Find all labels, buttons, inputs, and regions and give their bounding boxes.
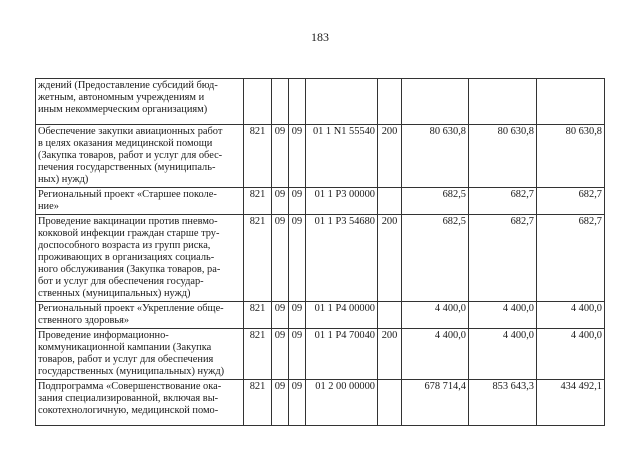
cell-amount-year3: 4 400,0 [537, 329, 605, 380]
cell-amount-year1: 4 400,0 [402, 302, 469, 329]
cell-amount-year2 [469, 79, 537, 125]
cell-amount-year3: 434 492,1 [537, 380, 605, 426]
cell-amount-year2: 4 400,0 [469, 302, 537, 329]
table-row [36, 125, 605, 188]
cell-amount-year1: 682,5 [402, 215, 469, 302]
cell-target-article: 01 1 P4 00000 [306, 302, 378, 329]
table-row [36, 215, 605, 302]
cell-ministry-code: 821 [244, 215, 272, 302]
cell-ministry-code: 821 [244, 188, 272, 215]
cell-ministry-code: 821 [244, 380, 272, 426]
cell-section: 09 [272, 125, 289, 188]
cell-section: 09 [272, 329, 289, 380]
table-row [36, 79, 605, 125]
cell-description: Региональный проект «Старшее поколе- ние» [36, 188, 244, 215]
cell-expense-type: 200 [378, 329, 402, 380]
cell-expense-type [378, 302, 402, 329]
cell-description: Обеспечение закупки авиационных работ в целях оказания медицинской помощи (Закупка товаров, работ и услуг для обес- печения государственных (муниципаль- ных) нужд) [36, 125, 244, 188]
table-row [36, 302, 605, 329]
cell-section: 09 [272, 302, 289, 329]
cell-amount-year2: 4 400,0 [469, 329, 537, 380]
table-row [36, 329, 605, 380]
page-number: 183 [311, 30, 329, 44]
budget-table [35, 78, 605, 426]
cell-section: 09 [272, 215, 289, 302]
table-body [36, 79, 605, 426]
cell-amount-year3: 4 400,0 [537, 302, 605, 329]
cell-section [272, 79, 289, 125]
cell-description: ждений (Предоставление субсидий бюд- жетным, автономным учреждениям и иным некоммерческим организациям) [36, 79, 244, 125]
cell-section: 09 [272, 188, 289, 215]
cell-target-article: 01 2 00 00000 [306, 380, 378, 426]
cell-amount-year2: 80 630,8 [469, 125, 537, 188]
cell-amount-year2: 853 643,3 [469, 380, 537, 426]
cell-amount-year2: 682,7 [469, 188, 537, 215]
cell-target-article [306, 79, 378, 125]
cell-amount-year3: 80 630,8 [537, 125, 605, 188]
cell-ministry-code: 821 [244, 302, 272, 329]
cell-expense-type: 200 [378, 215, 402, 302]
cell-amount-year2: 682,7 [469, 215, 537, 302]
cell-subsection: 09 [289, 215, 306, 302]
cell-subsection: 09 [289, 188, 306, 215]
cell-expense-type [378, 188, 402, 215]
cell-amount-year1: 4 400,0 [402, 329, 469, 380]
cell-amount-year3: 682,7 [537, 188, 605, 215]
table-row [36, 188, 605, 215]
cell-amount-year1: 682,5 [402, 188, 469, 215]
cell-amount-year1: 678 714,4 [402, 380, 469, 426]
cell-description: Проведение информационно- коммуникационной кампании (Закупка товаров, работ и услуг для обеспечения государственных (муниципальных) нужд) [36, 329, 244, 380]
cell-amount-year3 [537, 79, 605, 125]
cell-ministry-code [244, 79, 272, 125]
cell-expense-type [378, 79, 402, 125]
cell-target-article: 01 1 P3 00000 [306, 188, 378, 215]
cell-target-article: 01 1 P4 70040 [306, 329, 378, 380]
cell-amount-year1 [402, 79, 469, 125]
cell-expense-type: 200 [378, 125, 402, 188]
cell-target-article: 01 1 P3 54680 [306, 215, 378, 302]
cell-description: Региональный проект «Укрепление обще- ственного здоровья» [36, 302, 244, 329]
cell-subsection: 09 [289, 125, 306, 188]
cell-description: Проведение вакцинации против пневмо- кокковой инфекции граждан старше тру- доспособного возраста из групп риска, проживающих в организациях социаль- ного обслуживания (Закупка товаров, ра- бот и услуг для обеспечения государ- ственных (муниципальных) нужд) [36, 215, 244, 302]
cell-subsection: 09 [289, 380, 306, 426]
cell-subsection: 09 [289, 302, 306, 329]
cell-subsection [289, 79, 306, 125]
cell-ministry-code: 821 [244, 125, 272, 188]
cell-amount-year1: 80 630,8 [402, 125, 469, 188]
table-row [36, 380, 605, 426]
cell-target-article: 01 1 N1 55540 [306, 125, 378, 188]
cell-expense-type [378, 380, 402, 426]
cell-subsection: 09 [289, 329, 306, 380]
cell-description: Подпрограмма «Совершенствование ока- зания специализированной, включая вы- сокотехнологичную, медицинской помо- [36, 380, 244, 426]
cell-amount-year3: 682,7 [537, 215, 605, 302]
cell-ministry-code: 821 [244, 329, 272, 380]
cell-section: 09 [272, 380, 289, 426]
